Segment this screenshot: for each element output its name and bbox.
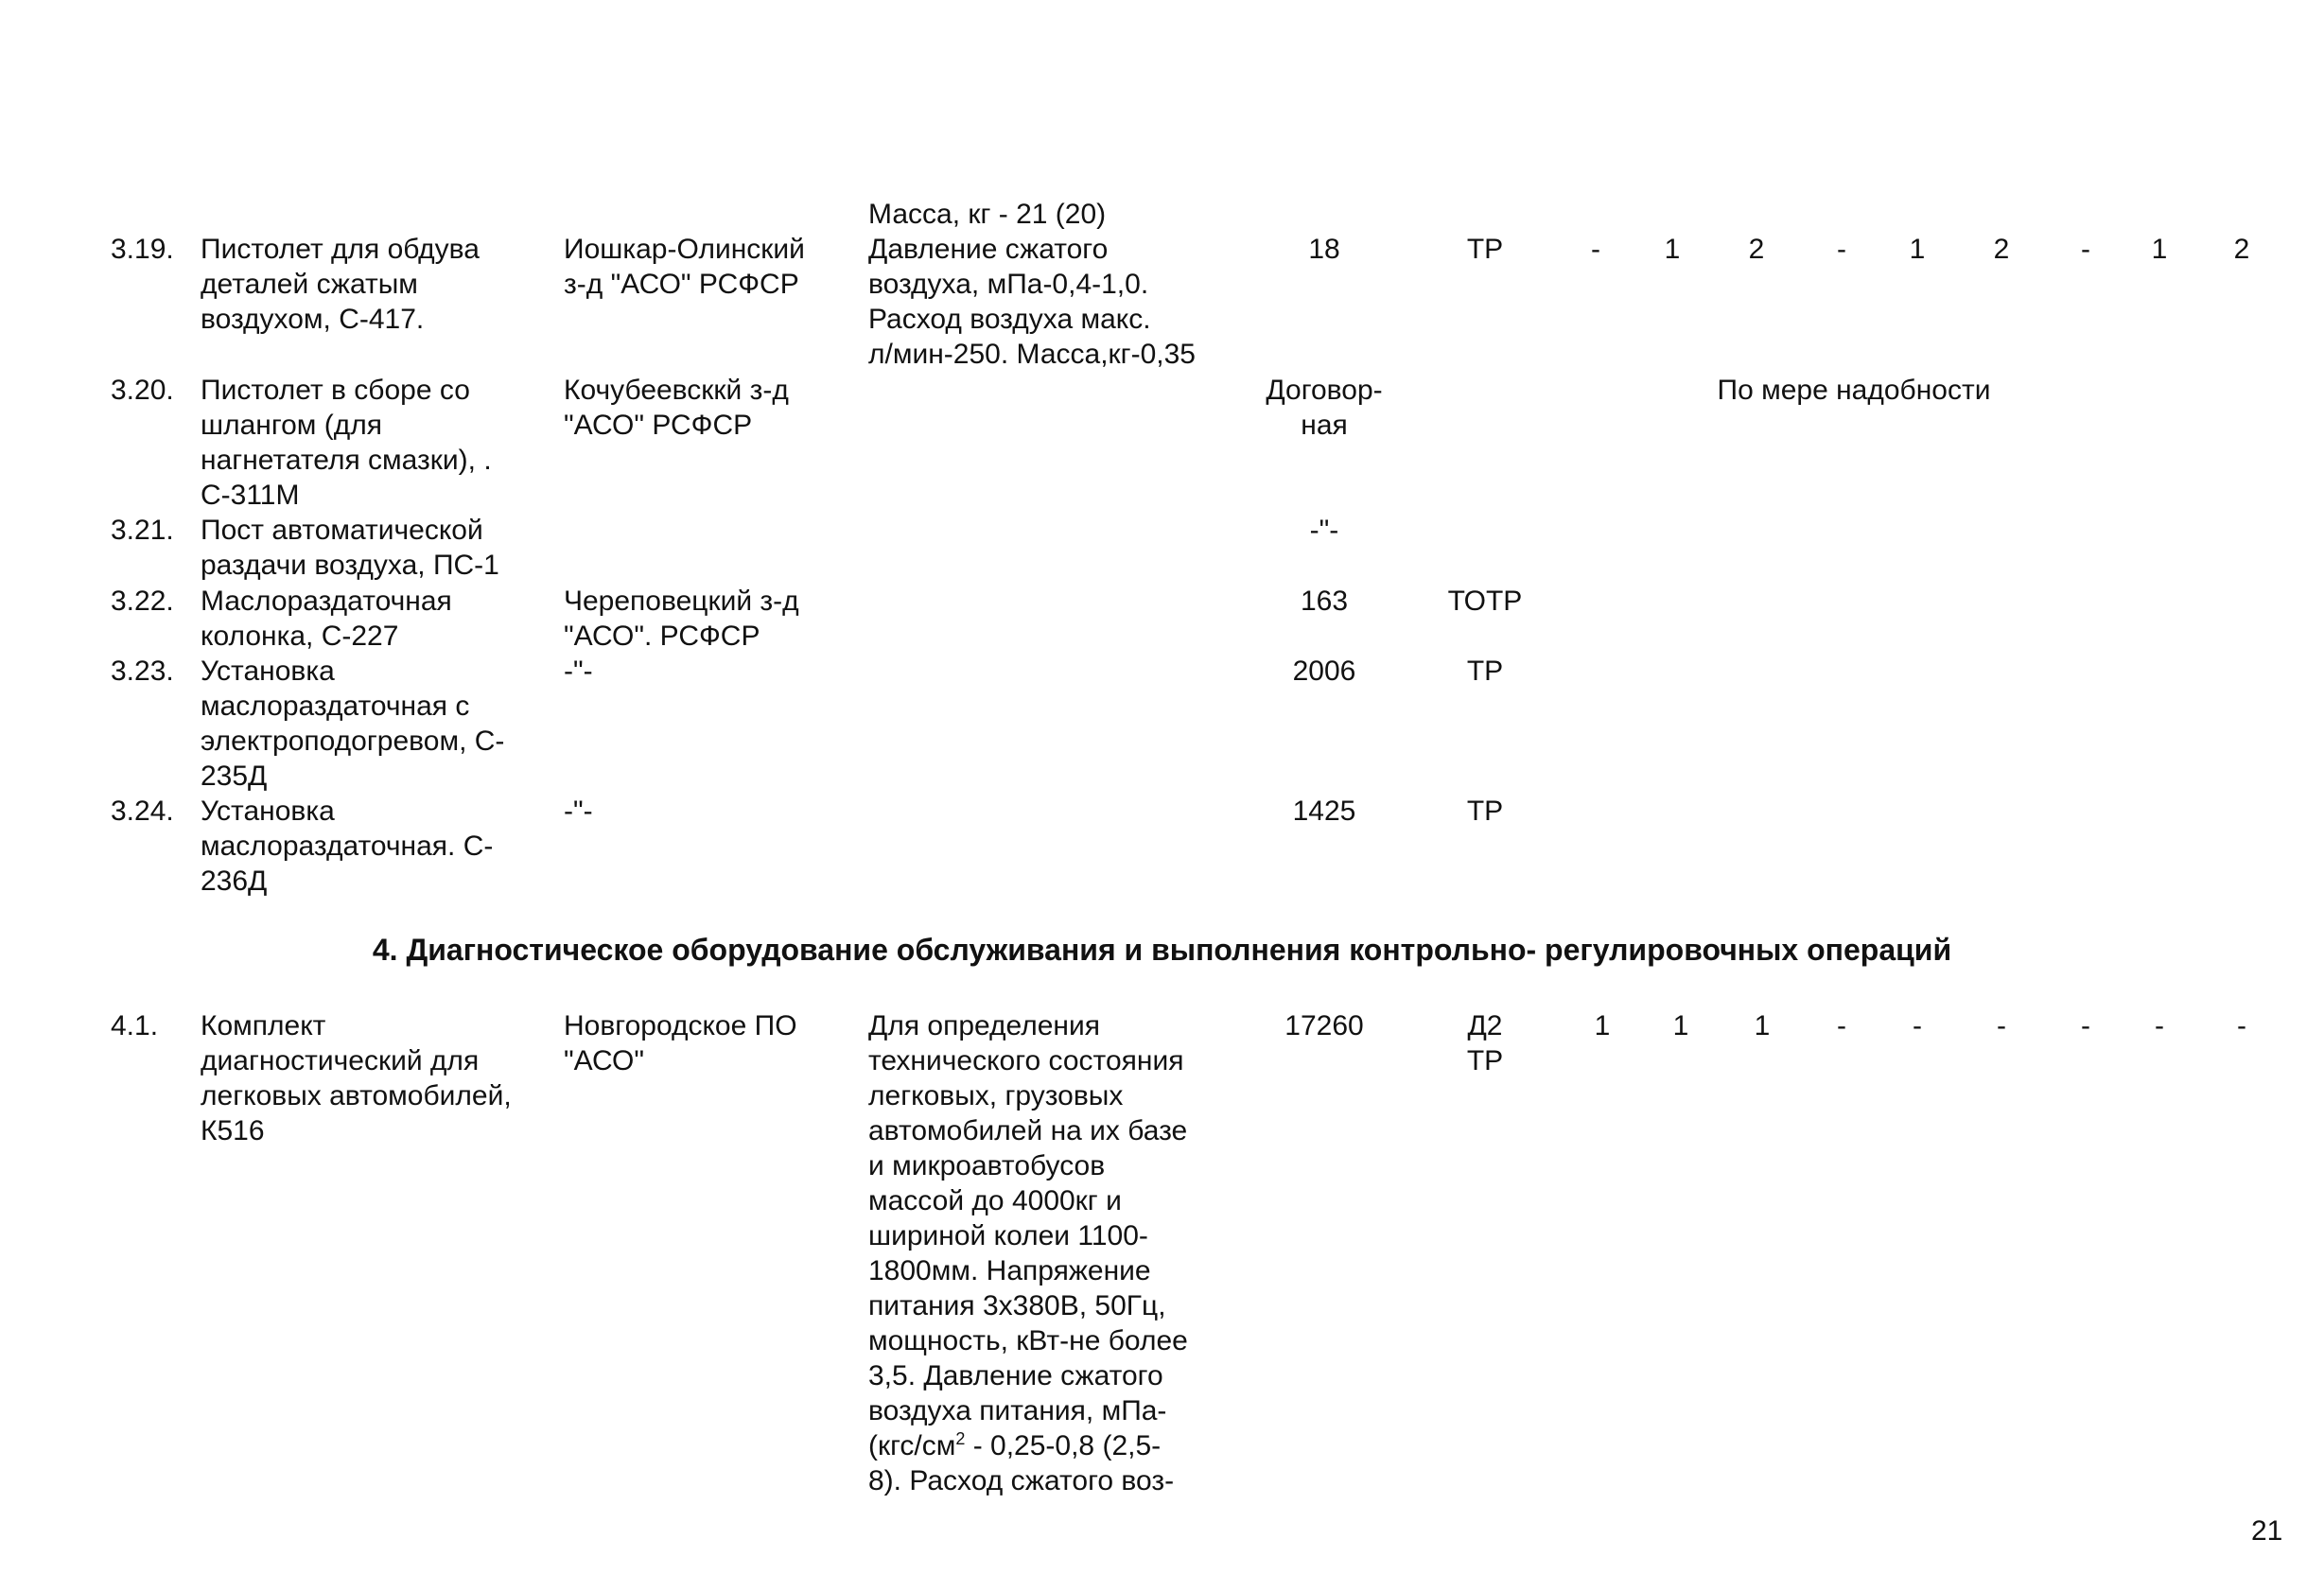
- row-3-19-spec: Масса, кг - 21 (20) Давление сжатого воздуха, мПа-0,4-1,0. Расход воздуха макс. л/мин-250. Масса,кг-0,35: [868, 199, 1196, 370]
- row-4-1-kind: Д2 ТР: [1466, 1010, 1504, 1076]
- row-3-19-q8: 1: [2151, 234, 2168, 265]
- row-3-20-manufacturer: Кочубеевсккй з-д "АСО" РСФСР: [564, 375, 789, 441]
- row-3-19-q9: 2: [2233, 234, 2250, 265]
- row-4-1-q1: 1: [1594, 1010, 1611, 1041]
- row-3-20-price: Договор- ная: [1266, 375, 1383, 441]
- row-4-1-q9: -: [2237, 1010, 2246, 1041]
- row-3-19-q1: -: [1591, 234, 1600, 265]
- row-4-1-q6: -: [1997, 1010, 2006, 1041]
- row-3-24-manufacturer: -"-: [564, 796, 593, 827]
- row-4-1-name: Комплект диагностический для легковых автомобилей, К516: [201, 1010, 512, 1146]
- page-number: 21: [2251, 1515, 2283, 1547]
- row-3-23-kind: ТР: [1466, 656, 1504, 687]
- row-3-22-kind: ТОТР: [1447, 586, 1523, 617]
- row-3-19-q4: -: [1837, 234, 1846, 265]
- row-3-19-name: Пистолет для обдува деталей сжатым воздухом, С-417.: [201, 234, 480, 335]
- row-3-23-price: 2006: [1292, 656, 1356, 687]
- row-3-19-manufacturer: Иошкар-Олинский з-д "АСО" РСФСР: [564, 234, 805, 300]
- row-3-21-name: Пост автоматической раздачи воздуха, ПС-1: [201, 515, 499, 581]
- row-3-23-manufacturer: -"-: [564, 656, 593, 687]
- row-3-23-name: Установка маслораздаточная с электроподогревом, С- 235Д: [201, 656, 505, 792]
- row-4-1-q5: -: [1913, 1010, 1922, 1041]
- row-3-21-number: 3.21.: [111, 515, 174, 546]
- row-3-19-q7: -: [2081, 234, 2090, 265]
- row-4-1-spec-text: Для определения технического состояния легковых, грузовых автомобилей на их базе и микроавтобусов массой до 4000кг и шириной колеи 1100- 1800мм. Напряжение питания 3х380В, 50Гц, мощность, кВт-не более 3,5. Давление сжатого воздуха питания, мПа- (кгс/см: [868, 1010, 1188, 1461]
- row-3-20-name: Пистолет в сборе со шлангом (для нагнетателя смазки), . С-311М: [201, 375, 492, 511]
- row-3-24-number: 3.24.: [111, 796, 174, 827]
- row-4-1-q2: 1: [1672, 1010, 1689, 1041]
- row-4-1-q4: -: [1837, 1010, 1846, 1041]
- row-4-1-q3: 1: [1754, 1010, 1771, 1041]
- row-4-1-q7: -: [2081, 1010, 2090, 1041]
- row-3-22-number: 3.22.: [111, 586, 174, 617]
- row-4-1-q8: -: [2155, 1010, 2164, 1041]
- row-3-20-number: 3.20.: [111, 375, 174, 406]
- row-3-19-kind: ТР: [1466, 234, 1504, 265]
- row-3-19-price: 18: [1308, 234, 1340, 265]
- row-4-1-spec-superscript: 2: [955, 1429, 966, 1448]
- row-4-1-number: 4.1.: [111, 1010, 159, 1041]
- row-3-23-number: 3.23.: [111, 656, 174, 687]
- row-4-1-spec-text-continued: - 0,25-0,8 (2,5- 8). Расход сжатого воз-: [868, 1430, 1175, 1496]
- row-3-24-kind: ТР: [1466, 796, 1504, 827]
- row-3-24-price: 1425: [1292, 796, 1356, 827]
- row-3-19-q6: 2: [1993, 234, 2010, 265]
- row-4-1-manufacturer: Новгородское ПО "АСО": [564, 1010, 797, 1076]
- row-3-19-q2: 1: [1664, 234, 1681, 265]
- row-4-1-spec: [868, 1008, 1237, 1498]
- row-3-22-name: Маслораздаточная колонка, С-227: [201, 586, 452, 652]
- row-4-1-price: 17260: [1284, 1010, 1364, 1041]
- row-3-19-q5: 1: [1909, 234, 1926, 265]
- row-3-24-name: Установка маслораздаточная. С- 236Д: [201, 796, 494, 897]
- row-3-19-q3: 2: [1748, 234, 1765, 265]
- row-3-19-number: 3.19.: [111, 234, 174, 265]
- row-3-22-price: 163: [1300, 586, 1349, 617]
- section-title: 4. Диагностическое оборудование обслуживания и выполнения контрольно- регулировочных операций: [372, 933, 1952, 967]
- row-3-21-price: -"-: [1309, 515, 1339, 546]
- row-3-20-note: По мере надобности: [1717, 375, 1991, 406]
- row-3-22-manufacturer: Череповецкий з-д "АСО". РСФСР: [564, 586, 799, 652]
